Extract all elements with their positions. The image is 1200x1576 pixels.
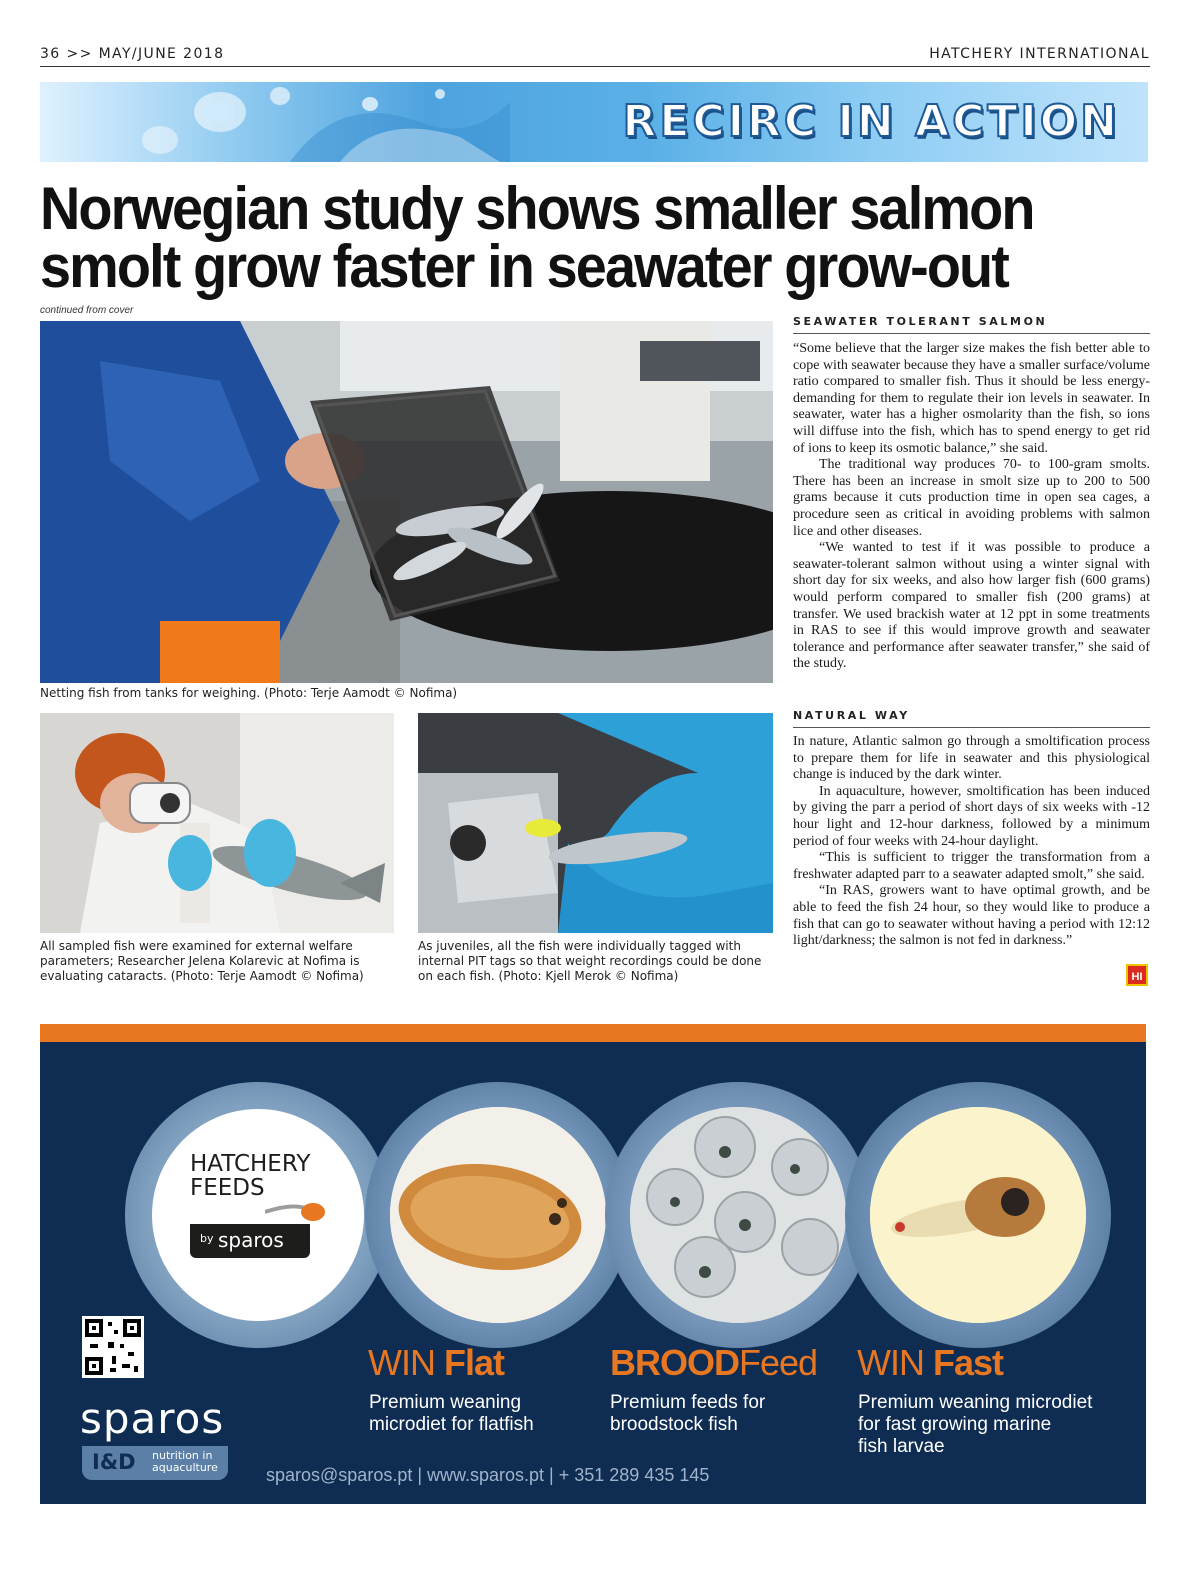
headline-line-1: Norwegian study shows smaller salmon — [40, 175, 1034, 242]
product-broodfeed-title — [610, 1342, 817, 1384]
ad-hatchery-feeds-logo — [190, 1152, 310, 1200]
headline-line-2: smolt grow faster in seawater grow-out — [40, 233, 1008, 300]
brand-tag-line2: aquaculture — [152, 1461, 218, 1474]
photo-netting-fish — [40, 321, 773, 683]
ad-sparos-brand: sparos — [80, 1394, 225, 1443]
product-win-flat-title — [368, 1342, 504, 1384]
running-header-magazine: HATCHERY INTERNATIONAL — [929, 46, 1150, 62]
product-win-flat-desc — [369, 1392, 534, 1436]
ad-circle-flatfish-inner — [390, 1107, 606, 1323]
logo-hatchery: HATCHERY — [190, 1151, 311, 1177]
pit-tagging-illustration — [418, 713, 773, 933]
photo-pit-tagging — [418, 713, 773, 933]
running-header-issue: 36 >> MAY/JUNE 2018 — [40, 46, 225, 62]
product-3-prefix: WIN — [857, 1342, 933, 1383]
ad-orange-bar — [40, 1024, 1146, 1042]
product-3-bold: Fast — [932, 1342, 1004, 1383]
ad-brand-tag — [82, 1446, 228, 1480]
section1-paragraph-1: “Some believe that the larger size makes the fish better able to cope with seawater because they have a smaller surface/volume ratio compared to smaller fish. Thus it should be less energy-demanding for them to regulate their ion levels in seawater. In seawater, water has a higher osmolarity than the fish, so ions will diffuse into the fish, which has to spend energy to get rid of ions to keep its osmotic balance,” she said. — [793, 341, 1150, 456]
subhead-rule-1 — [793, 333, 1150, 334]
product-win-fast-title — [857, 1342, 1003, 1384]
photo-researcher-cataracts — [40, 713, 394, 933]
product-win-fast-desc — [858, 1392, 1092, 1458]
ad-circle-larva-inner — [870, 1107, 1086, 1323]
product-2-bold: BROOD — [610, 1342, 739, 1383]
section2-paragraph-2: In aquaculture, however, smoltification has been induced by giving the parr a period of short days of six weeks with -12 hour light and 12-hour darkness, followed by a minimum period of four weeks with 24-hour daylight. — [793, 783, 1150, 849]
qr-code-icon — [82, 1316, 144, 1378]
researcher-illustration — [40, 713, 394, 933]
caption-left-photo: All sampled fish were examined for external welfare parameters; Researcher Jelena Kolarevic at Nofima is evaluating cataracts. (Photo: Terje Aamodt © Nofima) — [40, 939, 364, 983]
subhead-rule-2 — [793, 727, 1150, 728]
ad-contact-line[interactable]: sparos@sparos.pt | www.sparos.pt | + 351 289 435 145 — [266, 1465, 710, 1485]
flatfish-image — [390, 1107, 606, 1323]
product-2-desc-line1: Premium feeds for — [610, 1392, 766, 1413]
fish-larva-image — [870, 1107, 1086, 1323]
product-3-desc-line3: fish larvae — [858, 1436, 945, 1457]
subhead-seawater-tolerant: SEAWATER TOLERANT SALMON — [793, 315, 1048, 328]
section2-paragraph-3: “This is sufficient to trigger the transformation from a freshwater adapted parr to a seawater adapted smolt,” she said. — [793, 850, 1150, 882]
header-rule — [40, 66, 1150, 67]
caption-right-photo: As juveniles, all the fish were individually tagged with internal PIT tags so that weight recordings could be done on each fish. (Photo: Kjell Merok © Nofima) — [418, 939, 762, 983]
product-1-bold: Flat — [443, 1342, 504, 1383]
product-2-suffix: Feed — [739, 1342, 818, 1383]
product-1-desc-line1: Premium weaning — [369, 1392, 522, 1413]
qr-code[interactable] — [82, 1316, 144, 1378]
section2-paragraph-4: “In RAS, growers want to have optimal growth, and be able to feed the fish 24 hour, so they would like to produce a fish that can go to seawater without having a period with 12:12 light/darkness; the salmon is not fed in darkness.” — [793, 883, 1150, 949]
product-3-desc-line2: for fast growing marine — [858, 1414, 1052, 1435]
product-1-prefix: WIN — [368, 1342, 444, 1383]
brand-tag-abbr: I&D — [92, 1450, 136, 1474]
section1-paragraph-3: “We wanted to test if it was possible to produce a seawater-tolerant salmon without using a winter signal with short day for six weeks, and also how larger fish (600 grams) would perform compared to smaller fish (200 grams) at transfer. We used brackish water at 12 ppt in some treatments in RAS to see if this would improve growth and seawater tolerance and performance after seawater transfer,” she said of the study. — [793, 540, 1150, 672]
logo-feeds: FEEDS — [190, 1175, 265, 1201]
logo-by: by — [200, 1232, 214, 1245]
article-headline — [40, 175, 1063, 300]
section-banner — [40, 82, 1148, 162]
caption-main-photo: Netting fish from tanks for weighing. (Photo: Terje Aamodt © Nofima) — [40, 686, 458, 700]
section1-paragraph-2: The traditional way produces 70- to 100-gram smolts. There has been an increase in smolt size up to 200 to 500 grams because it cuts production time in open sea cages, a procedure seen as critical in avoiding problems with salmon lice and other diseases. — [793, 457, 1150, 539]
product-2-desc-line2: broodstock fish — [610, 1414, 738, 1435]
subhead-natural-way: NATURAL WAY — [793, 709, 910, 722]
logo-sparos-badge — [190, 1224, 310, 1258]
sparos-advertisement — [40, 1042, 1146, 1504]
ad-circle-eggs-inner — [630, 1107, 846, 1323]
banner-title: RECIRC IN ACTION — [622, 96, 1120, 147]
netting-fish-illustration — [40, 321, 773, 683]
product-broodfeed-desc — [610, 1392, 765, 1436]
product-1-desc-line2: microdiet for flatfish — [369, 1414, 534, 1435]
ad-circle-logo-inner — [152, 1109, 364, 1321]
end-of-article-mark: HI — [1126, 964, 1148, 986]
product-3-desc-line1: Premium weaning microdiet — [858, 1392, 1093, 1413]
logo-sparos: sparos — [218, 1228, 284, 1252]
section2-paragraph-1: In nature, Atlantic salmon go through a smoltification process to prepare them for life in seawater and this physiological change is induced by the dark winter. — [793, 734, 1150, 783]
logo-fish-icon — [265, 1200, 325, 1224]
brand-tag-line1: nutrition in — [152, 1449, 213, 1462]
fish-eggs-image — [630, 1107, 846, 1323]
continued-note: continued from cover — [40, 305, 134, 316]
section1-body — [793, 341, 1150, 673]
section2-body — [793, 734, 1150, 950]
